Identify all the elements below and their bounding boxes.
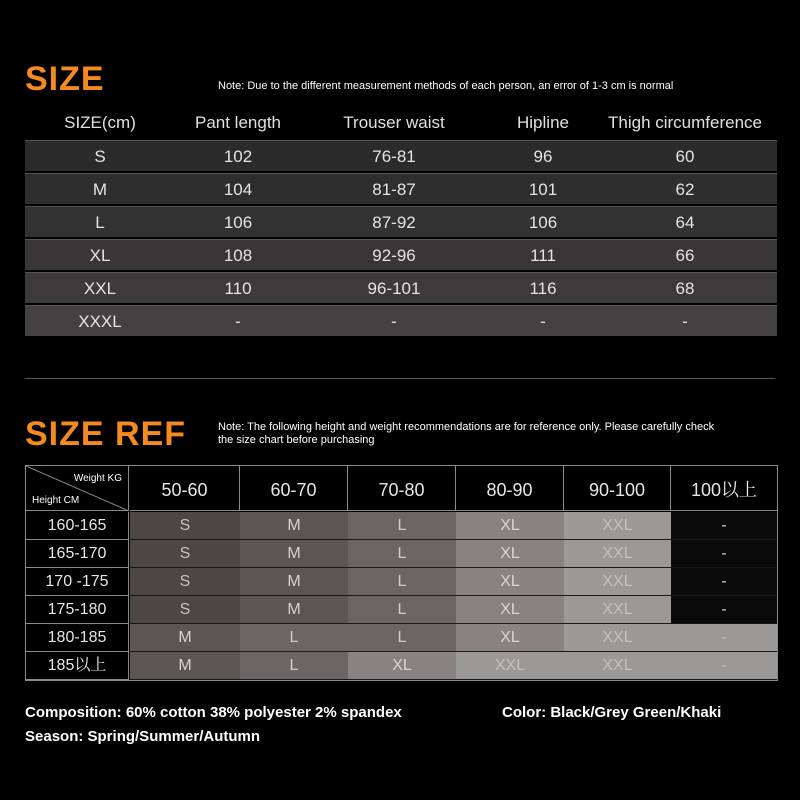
recommended-size-cell: XXL	[564, 540, 671, 568]
recommended-size-cell: XL	[456, 512, 564, 540]
cell-hipline: 111	[530, 246, 556, 265]
season-text: Season: Spring/Summer/Autumn	[25, 728, 261, 745]
cell-size: XXL	[83, 279, 117, 298]
recommended-size-cell: XL	[456, 596, 564, 624]
recommended-size-cell: M	[240, 596, 348, 624]
cell-trouser-waist: 96-101	[367, 279, 421, 298]
cell-thigh-circumference: 66	[675, 246, 695, 265]
recommended-size-cell: S	[130, 568, 240, 596]
cell-thigh-circumference: -	[682, 312, 688, 331]
cell-hipline: 96	[533, 147, 553, 166]
composition-text: Composition: 60% cotton 38% polyester 2% spandex	[25, 704, 402, 721]
cell-hipline: -	[540, 312, 546, 331]
recommended-size-cell: L	[348, 624, 456, 652]
weight-header: 80-90	[456, 466, 564, 511]
recommended-size-cell: L	[348, 568, 456, 596]
cell-size: M	[92, 180, 108, 199]
cell-hipline: 106	[528, 213, 558, 232]
corner-weight-label: Weight KG	[73, 473, 122, 484]
weight-header: 50-60	[130, 466, 240, 511]
corner-height-label: Height CM	[32, 495, 80, 506]
cell-trouser-waist: 81-87	[372, 180, 416, 199]
recommended-size-cell: S	[130, 540, 240, 568]
header-size: SIZE(cm)	[64, 113, 136, 132]
recommended-size-cell: -	[671, 568, 777, 596]
height-label: 175-180	[26, 596, 129, 624]
size-row	[25, 239, 777, 270]
height-label: 170 -175	[26, 568, 129, 596]
recommended-size-cell: M	[240, 540, 348, 568]
cell-pant-length: 102	[223, 147, 253, 166]
height-label: 160-165	[26, 512, 129, 540]
size-ref-title: SIZE REF	[25, 415, 187, 453]
recommended-size-cell: M	[130, 652, 240, 680]
cell-pant-length: 110	[224, 279, 252, 298]
cell-size: XL	[89, 246, 111, 265]
cell-size: S	[94, 147, 106, 166]
recommended-size-cell: XL	[348, 652, 456, 680]
header-thigh-circumference: Thigh circumference	[607, 113, 763, 132]
cell-hipline: 116	[529, 279, 557, 298]
recommended-size-cell: XXL	[564, 652, 671, 680]
cell-pant-length: 104	[223, 180, 253, 199]
cell-size: XXXL	[78, 312, 122, 331]
recommended-size-cell: XL	[456, 568, 564, 596]
height-label: 185以上	[26, 652, 129, 680]
section-divider	[25, 378, 775, 379]
header-pant-length: Pant length	[194, 113, 282, 132]
weight-header: 70-80	[348, 466, 456, 511]
recommended-size-cell: -	[671, 512, 777, 540]
recommended-size-cell: XXL	[564, 624, 671, 652]
recommended-size-cell: -	[671, 652, 777, 680]
cell-thigh-circumference: 64	[675, 213, 695, 232]
recommended-size-cell: S	[130, 512, 240, 540]
recommended-size-cell: -	[671, 624, 777, 652]
recommended-size-cell: XL	[456, 540, 564, 568]
corner-header	[26, 466, 129, 511]
color-text: Color: Black/Grey Green/Khaki	[502, 704, 722, 721]
cell-hipline: 101	[528, 180, 558, 199]
size-ref-table	[25, 465, 778, 681]
weight-header: 90-100	[564, 466, 671, 511]
recommended-size-cell: S	[130, 596, 240, 624]
cell-pant-length: 106	[223, 213, 253, 232]
cell-size: L	[95, 213, 105, 232]
recommended-size-cell: M	[130, 624, 240, 652]
weight-header: 100以上	[671, 466, 777, 511]
height-label: 180-185	[26, 624, 129, 652]
size-ref-note-line1: Note: The following height and weight recommendations are for reference only. Please carefully check	[218, 421, 715, 433]
size-row	[25, 173, 777, 204]
recommended-size-cell: L	[348, 512, 456, 540]
recommended-size-cell: -	[671, 540, 777, 568]
cell-pant-length: -	[235, 312, 241, 331]
cell-thigh-circumference: 60	[675, 147, 695, 166]
recommended-size-cell: XXL	[564, 568, 671, 596]
size-table-header	[25, 113, 777, 137]
recommended-size-cell: L	[348, 596, 456, 624]
recommended-size-cell: XXL	[564, 596, 671, 624]
height-label: 165-170	[26, 540, 129, 568]
recommended-size-cell: XXL	[456, 652, 564, 680]
cell-trouser-waist: 76-81	[372, 147, 416, 166]
recommended-size-cell: XXL	[564, 512, 671, 540]
recommended-size-cell: L	[348, 540, 456, 568]
size-ref-note-line2: the size chart before purchasing	[218, 434, 375, 446]
cell-thigh-circumference: 62	[675, 180, 695, 199]
cell-trouser-waist: 92-96	[372, 246, 416, 265]
cell-trouser-waist: 87-92	[372, 213, 416, 232]
size-note: Note: Due to the different measurement methods of each person, an error of 1-3 cm is normal	[218, 80, 674, 92]
recommended-size-cell: L	[240, 652, 348, 680]
header-trouser-waist: Trouser waist	[343, 113, 445, 132]
recommended-size-cell: XL	[456, 624, 564, 652]
recommended-size-cell: M	[240, 568, 348, 596]
recommended-size-cell: L	[240, 624, 348, 652]
cell-trouser-waist: -	[391, 312, 397, 331]
recommended-size-cell: -	[671, 596, 777, 624]
size-row	[25, 272, 777, 303]
size-row	[25, 206, 777, 237]
cell-thigh-circumference: 68	[675, 279, 695, 298]
weight-header: 60-70	[240, 466, 348, 511]
size-row	[25, 305, 777, 336]
cell-pant-length: 108	[223, 246, 253, 265]
size-row	[25, 140, 777, 171]
recommended-size-cell: M	[240, 512, 348, 540]
header-hipline: Hipline	[517, 113, 569, 132]
size-title: SIZE	[25, 60, 105, 98]
